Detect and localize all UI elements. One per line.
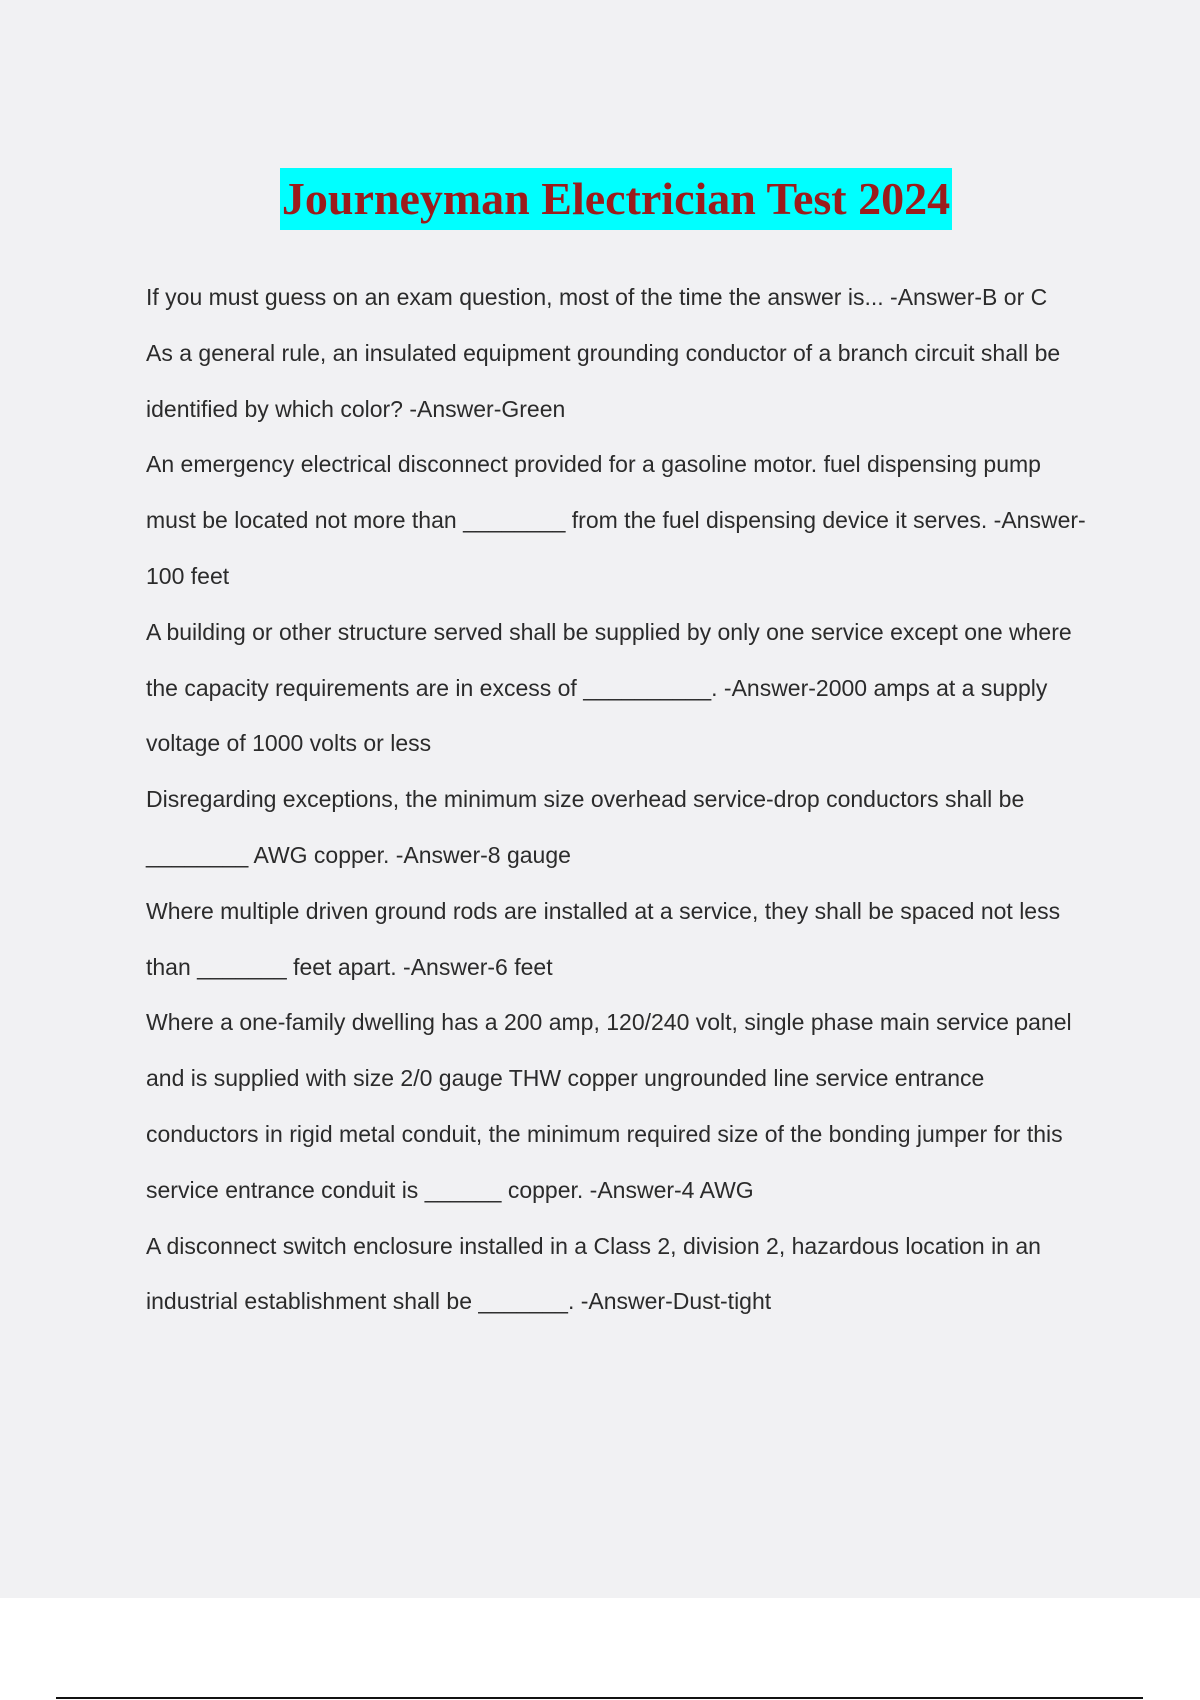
question-answer-item: Disregarding exceptions, the minimum size overhead service-drop conductors shall be ________ AWG copper. -Answer-8 gauge — [146, 786, 1025, 868]
question-answer-item: As a general rule, an insulated equipment grounding conductor of a branch circuit shall be identified by which color? -Answer-Green — [146, 339, 1061, 422]
document-title: Journeyman Electrician Test 2024 — [280, 168, 952, 230]
title-container — [0, 168, 1200, 230]
question-answer-list — [146, 270, 1096, 1330]
question-answer-item: Where a one-family dwelling has a 200 amp, 120/240 volt, single phase main service panel and is supplied with size 2/0 gauge THW copper ungrounded line service entrance conductors in rigid metal conduit, the minimum required size of the bonding jumper for this service entrance conduit is ______ copper. -Answer-4 AWG — [146, 1009, 1072, 1203]
question-answer-item: A building or other structure served shall be supplied by only one service except one where the capacity requirements are in excess of __________. -Answer-2000 amps at a supply voltage of 1000 volts or less — [146, 618, 1072, 757]
footer-divider — [56, 1697, 1143, 1699]
question-answer-item: An emergency electrical disconnect provided for a gasoline motor. fuel dispensing pump must be located not more than ________ from the fuel dispensing device it serves. -Answer-100 feet — [146, 451, 1086, 589]
question-answer-item: Where multiple driven ground rods are installed at a service, they shall be spaced not less than _______ feet apart. -Answer-6 feet — [146, 897, 1061, 980]
question-answer-item: A disconnect switch enclosure installed in a Class 2, division 2, hazardous location in an industrial establishment shall be _______. -Answer-Dust-tight — [146, 1232, 1041, 1315]
question-answer-item: If you must guess on an exam question, most of the time the answer is... -Answer-B or C — [146, 284, 1048, 310]
